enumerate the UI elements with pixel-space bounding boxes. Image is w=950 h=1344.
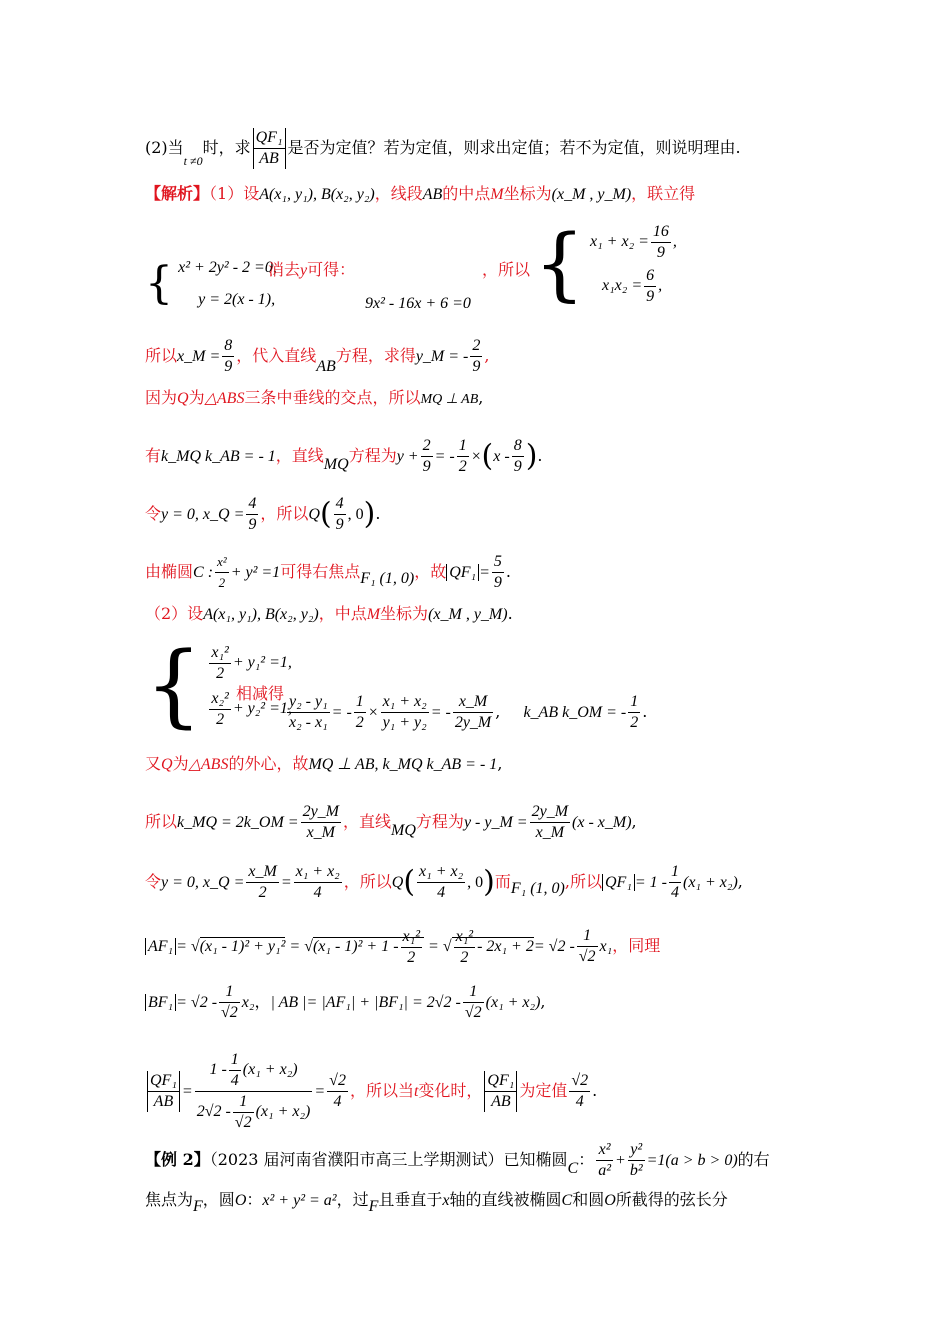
sol2-line1: （2）设A(x₁, y₁), B(x₂, y₂)，中点M坐标为(x_M , y_M). <box>145 604 513 623</box>
example2-line2: 焦点为F，圆O：x² + y² = a²，过F且垂直于x轴的直线被椭圆C和圆O所截得的弦长分 <box>145 1190 728 1215</box>
ex2-l2a: 焦点为 <box>145 1190 194 1209</box>
ratio-nf <box>229 1050 241 1091</box>
ex2-f2n: y² <box>628 1140 645 1161</box>
xq-f3n: x₁ + x₂ <box>417 862 465 883</box>
example2-line1: 【例 2】（2023 届河南省濮阳市高三上学期测试）已知椭圆C： $\frac{\text{x²}}{\text{a²}}$ + $\frac{\text{y²}}{\text{b²}}$ =1(a > b > 0)的右 <box>145 1141 770 1179</box>
inc-a: 又 <box>145 754 162 773</box>
inc-q: Q <box>161 756 173 773</box>
xq-f4d: 4 <box>671 884 679 901</box>
ex2-l2b: ，圆 <box>202 1190 235 1209</box>
q-perp: MQ ⊥ AB <box>420 392 479 407</box>
kab-d: 2 <box>630 714 639 731</box>
ex2-f2d: b² <box>629 1162 643 1179</box>
vieta1-den: 9 <box>656 243 665 261</box>
kab-frac <box>628 692 640 733</box>
ex2-source: （2023 届河南省濮阳市高三上学期测试）已知椭圆 <box>209 1150 568 1169</box>
ex2-l2d: 且垂直于 <box>378 1190 443 1209</box>
sys-eq1: x² + 2y² - 2 =0, <box>178 259 277 276</box>
res-vd: 4 <box>575 1093 584 1110</box>
ym-num: 2 <box>470 336 482 357</box>
kmq-frac <box>301 802 341 843</box>
res-b: 变化时， <box>418 1081 483 1100</box>
elim-a: 消去 <box>268 260 301 279</box>
brace-icon-3: { <box>145 633 203 738</box>
y0-a: 令 <box>145 504 162 523</box>
kmq-b: ，直线 <box>343 812 392 831</box>
ym-den: 9 <box>472 358 481 375</box>
xq-so: ,所以 <box>564 872 602 891</box>
bf-fd: √2 <box>221 1004 238 1021</box>
kmq-c: 方程为 <box>415 812 464 831</box>
q-var: Q <box>177 390 189 407</box>
f-tail: + y² =1 <box>230 564 281 581</box>
sol1-q-line: 因为Q为△ABS三条中垂线的交点，所以MQ ⊥ AB, <box>145 388 484 407</box>
y0-d: 9 <box>248 516 257 533</box>
af-lhs: AF₁ <box>145 938 176 955</box>
ab-f <box>463 982 484 1023</box>
ex2-l2e: 轴的直线被椭圆 <box>449 1190 562 1209</box>
xq-f4n: 1 <box>669 862 681 883</box>
ex2-f1 <box>596 1140 613 1181</box>
k-a: 有 <box>145 446 162 465</box>
ratio-den: 2√2 - <box>196 1103 231 1121</box>
q-fraction <box>253 128 286 169</box>
y0-expr: y = 0, x_Q = <box>161 506 245 523</box>
s2-mcoord: (x_M , y_M) <box>428 606 508 623</box>
s2-m: M <box>366 606 381 623</box>
slope-f2 <box>354 692 366 733</box>
xq-f2 <box>294 862 342 903</box>
q-suffix: 是否为定值？若为定值，则求出定值；若不为定值，则说明理由. <box>287 138 741 157</box>
ratio-nfd: 4 <box>230 1072 239 1089</box>
mq-f3n: 8 <box>512 436 524 457</box>
ratio-dfn: 1 <box>233 1092 254 1113</box>
xm-ab: AB <box>316 358 336 375</box>
kab-n: 1 <box>628 692 640 713</box>
mq-f2d: 2 <box>458 458 467 475</box>
mq-eq-c: × <box>470 448 482 465</box>
so-text: ，所以 <box>482 260 531 279</box>
k-c: 方程为 <box>348 446 397 465</box>
sys2-f1 <box>209 643 230 684</box>
bf-r: = √2 - <box>176 994 218 1011</box>
sol1-y0-line: 令y = 0, x_Q = $\frac{4}{9}$ ，所以Q( $\frac{4}{9}$ , 0). <box>145 495 381 533</box>
s1-e: ，联立得 <box>631 184 696 203</box>
s1-points: A(x₁, y₁), B(x₂, y₂) <box>259 186 375 203</box>
ex2-o2: O <box>604 1192 616 1209</box>
f-c: ，故 <box>414 562 447 581</box>
af-r1: (x₁ - 1)² + y₁² <box>199 938 286 955</box>
af-r3: - 2x₁ + 2 <box>477 938 534 955</box>
kmq-eq: y - y_M = <box>463 814 528 831</box>
ratio-num: 1 - <box>209 1061 227 1079</box>
sys2-f2 <box>209 689 230 730</box>
s1-d: 坐标为 <box>503 184 552 203</box>
f-frac2 <box>492 552 504 593</box>
ex2-c: C <box>567 1160 579 1177</box>
xq-qf-tail: (x₁ + x₂) <box>683 874 738 891</box>
s1-ab: AB <box>422 186 443 203</box>
q-frac-den: AB <box>253 149 286 169</box>
f-f2n: 5 <box>492 552 504 573</box>
ex2-l2c: ，过 <box>336 1190 369 1209</box>
ab-fn: 1 <box>463 982 484 1003</box>
sys2-f1n: x₁² <box>209 643 230 664</box>
ex2-f: F <box>193 1198 203 1215</box>
ratio-big <box>195 1050 313 1133</box>
ex2-x: x <box>442 1192 450 1209</box>
sol2-kmq-line: 所以k_MQ = 2k_OM = $\frac{2y\_M}{x\_M}$ ，直线MQ方程为y - y_M = $\frac{2y\_M}{x\_M}$ (x - x_M), <box>145 803 637 841</box>
part2-question <box>145 128 741 169</box>
xq-expr: y = 0, x_Q = <box>161 874 245 891</box>
ex2-f2 <box>628 1140 645 1181</box>
af-r4: = √2 - <box>533 938 575 955</box>
q-condition: t ≠0 <box>183 154 203 168</box>
vieta2-frac <box>644 266 656 307</box>
ex2-f2: F <box>368 1198 379 1215</box>
ex2-l2g: 所截得的弦长分 <box>615 1190 728 1209</box>
xq-focus: F₁ (1, 0) <box>510 880 565 897</box>
ex2-f1d: a² <box>598 1162 612 1179</box>
res-val <box>569 1071 590 1112</box>
f-f2d: 9 <box>493 574 502 591</box>
vieta1: x₁ + x₂ = <box>590 233 649 250</box>
sys2-b: + y₂² =1, <box>232 700 292 717</box>
s1-m: M <box>490 186 504 203</box>
s2-b: ，中点 <box>318 604 367 623</box>
f-b: 可得右焦点 <box>280 562 361 581</box>
res-vn: √2 <box>569 1071 590 1092</box>
sys2-f2n: x₂² <box>209 689 230 710</box>
k-mq: MQ <box>323 456 349 473</box>
bf-lhs: BF₁ <box>145 994 176 1011</box>
xq-a: 令 <box>145 872 162 891</box>
sol1-focus-line: 由椭圆C : $\frac{\text{x²}}{2}$ + y² =1可得右焦点F₁ (1, 0)，故 QF₁ = $\frac{5}{9}$ . <box>145 553 511 591</box>
y0-b: ，所以 <box>260 504 309 523</box>
k-prod: k_MQ k_AB = - 1 <box>161 448 276 465</box>
q-b: 为 <box>188 388 205 407</box>
xm-frac <box>222 336 234 377</box>
af-f1n: x₁² <box>401 927 422 948</box>
af-f3d: √2 <box>578 948 596 965</box>
xq-f3d: 4 <box>437 884 446 901</box>
bf-fn: 1 <box>219 982 240 1003</box>
f-eq: = <box>479 564 490 581</box>
s1-a: （1）设 <box>209 184 260 203</box>
ratio-val-d: 4 <box>333 1093 342 1110</box>
brace-icon: { <box>145 258 173 309</box>
vieta2-den: 9 <box>646 287 655 305</box>
ex2-circle: x² + y² = a² <box>262 1192 337 1209</box>
mq-frac3 <box>512 436 524 477</box>
slope-f2n: 1 <box>354 692 366 713</box>
af-f2n: x₁² <box>454 927 475 948</box>
af-f3n: 1 <box>577 926 598 947</box>
xq-and: 而 <box>494 872 511 891</box>
mq-eq-a: y + <box>396 448 419 465</box>
mq-frac2 <box>457 436 469 477</box>
ratio-dfd: √2 <box>234 1114 252 1131</box>
xm-a: 所以 <box>145 346 178 365</box>
sys2-f1d: 2 <box>216 664 225 682</box>
sol1-line1 <box>145 182 695 207</box>
sol2-inc-line: 又Q为△ABS的外心，故MQ ⊥ AB, k_MQ k_AB = - 1, <box>145 754 503 773</box>
ex2-f1n: x² <box>596 1140 613 1161</box>
ratio-lhs-d: AB <box>147 1092 180 1112</box>
xq-f1d: 2 <box>258 884 267 901</box>
ym-frac <box>470 336 482 377</box>
kmq-frac2 <box>530 802 570 843</box>
xq-f1 <box>246 862 278 903</box>
kab-kom: k_AB k_OM = - <box>523 704 627 721</box>
ex2-o: O <box>234 1192 247 1209</box>
xq-f2n: x₁ + x₂ <box>294 862 342 883</box>
xm-den: 9 <box>224 358 233 375</box>
xq-f2d: 4 <box>313 884 322 901</box>
xq-q: Q <box>391 874 404 891</box>
ratio-nfn: 1 <box>229 1050 241 1071</box>
vieta-system <box>534 217 677 310</box>
q-tri: △ABS <box>204 390 245 407</box>
sol1-system <box>145 252 277 316</box>
bf-tail: x₂ <box>241 994 255 1011</box>
f-num: x² <box>215 552 229 573</box>
kmq-tail: (x - x_M) <box>572 814 632 831</box>
res-a: ，所以当 <box>349 1081 414 1100</box>
slope-f1 <box>287 692 330 733</box>
res-fn: QF₁ <box>484 1071 517 1092</box>
xq-b: ，所以 <box>343 872 392 891</box>
af-tail: x₁ <box>599 938 613 955</box>
mq-frac1 <box>421 436 433 477</box>
bf-f <box>219 982 240 1023</box>
res-t: t <box>413 1083 419 1100</box>
y0-frac <box>246 494 258 535</box>
mq-f3d: 9 <box>513 458 522 475</box>
xq-tail: , 0 <box>467 874 484 891</box>
ex2-tail1: 的右 <box>737 1150 770 1169</box>
mq-eq-d: x - <box>493 448 510 465</box>
s2-points: A(x₁, y₁), B(x₂, y₂) <box>203 606 319 623</box>
mq-f1d: 9 <box>422 458 431 475</box>
y0-tail: , 0 <box>347 506 364 523</box>
mq-eq-b: = - <box>434 448 455 465</box>
f-a: 由椭圆 <box>145 562 194 581</box>
ratio-lhs-n: QF₁ <box>147 1071 180 1092</box>
ratio-dtail: (x₁ + x₂) <box>255 1103 311 1121</box>
s1-b: ，线段 <box>374 184 423 203</box>
af-r2: (x₁ - 1)² + 1 - <box>312 938 399 955</box>
s1-c: 的中点 <box>442 184 491 203</box>
sys2-f2d: 2 <box>216 710 225 728</box>
vieta2: x₁x₂ = <box>602 277 643 294</box>
ratio-df <box>233 1092 254 1133</box>
slope-f3n: x₁ + x₂ <box>381 692 429 713</box>
xm-b: ，代入直线 <box>236 346 317 365</box>
s2-a: （2）设 <box>145 604 204 623</box>
xq-f1n: x_M <box>246 862 278 883</box>
kmq-f2n: 2y_M <box>530 802 570 823</box>
mq-f2n: 1 <box>457 436 469 457</box>
af-f2 <box>454 927 475 968</box>
mq-f1n: 2 <box>421 436 433 457</box>
ratio-val-n: √2 <box>327 1071 348 1092</box>
ex2-tail: =1(a > b > 0) <box>646 1152 738 1169</box>
ab-fd: √2 <box>464 1004 482 1021</box>
xm-expr: x_M = <box>177 348 221 365</box>
k-b: ，直线 <box>275 446 324 465</box>
ab-tail: (x₁ + x₂) <box>485 994 541 1011</box>
sol2-xq-line: 令y = 0, x_Q = $\frac{x\_M}{2}$ = $\frac{\text{x₁ + x₂}}{4}$ ，所以Q( $\frac{\text{x₁ + x₂}}{4}$ , 0)而F₁ (1, 0),所以 QF₁ = 1 - $\frac{1}{4}$ (x₁ + x₂), <box>145 863 743 901</box>
kmq-a: 所以 <box>145 812 178 831</box>
f-frac <box>215 552 229 593</box>
y0-frac2 <box>334 494 346 535</box>
y0-q: Q <box>308 506 320 523</box>
slope-eq: $\frac{\text{y₂ - y₁}}{\text{x₂ - x₁}}$ = - $\frac{1}{2}$ × $\frac{\text{x₁ + x₂}}{\text{y₁ + y₂}}$ = - $\frac{x\_M}{2y\_M}$ , k_AB k_OM = - $\frac{1}{2}$ . <box>289 693 648 731</box>
af-f1 <box>401 927 422 968</box>
kmq-d: x_M <box>306 824 336 841</box>
vieta-lines: x₁ + x₂ = $\frac{16}{9}$ , x₁x₂ = $\frac{6}{9}$ , <box>590 222 677 305</box>
inc-expr: MQ ⊥ AB, k_MQ k_AB = - 1 <box>308 756 498 773</box>
kmq-f2d: x_M <box>535 824 565 841</box>
ratio-ntail: (x₁ + x₂) <box>242 1061 298 1079</box>
xq-qf-expr: = 1 - <box>634 874 667 891</box>
eliminate-text <box>268 258 355 283</box>
q-a: 因为 <box>145 388 178 407</box>
res-c: 为定值 <box>519 1081 568 1100</box>
xm-c: 方程，求得 <box>335 346 416 365</box>
xq-f4 <box>669 862 681 903</box>
af-f2d: 2 <box>460 948 469 966</box>
res-fd: AB <box>484 1092 517 1112</box>
ratio-lhs <box>147 1071 180 1112</box>
ab-expr: | AB |= |AF₁| + |BF₁| = 2√2 - <box>270 994 461 1011</box>
sol2-ratio-line: $\frac{\text{QF₁}}{AB}$ = 1 - $\frac{1}{4}$ (x₁ + x₂) 2√2 - $\frac{1}{√2}$ (x₁ + x₂) = $\frac{√2}{4}$ ，所以当t变化时， $\frac{\text{QF₁}}{AB}$ 为定值 $\frac{√2}{4}$ . <box>145 1050 597 1133</box>
s2-c: 坐标为 <box>380 604 429 623</box>
inc-wei: 为 <box>172 754 189 773</box>
ex2-l2f: 和圆 <box>572 1190 605 1209</box>
system-equations <box>178 252 277 316</box>
res-frac <box>484 1071 517 1112</box>
slope-f4n: x_M <box>453 692 493 713</box>
sol2-af-line: AF₁ = √(x₁ - 1)² + y₁² = √(x₁ - 1)² + 1 - $\frac{\text{x₁²}}{2}$ = √ $\frac{\text{x₁²}}{2}$ - 2x₁ + 2= √2 - $\frac{1}{√2}$ x₁，同理 <box>145 926 660 968</box>
sys-eq2: y = 2(x - 1), <box>198 291 276 308</box>
slope-f2d: 2 <box>355 714 364 731</box>
brace-icon-2: { <box>534 217 585 310</box>
af-f1d: 2 <box>407 948 416 966</box>
s1-mcoord: (x_M , y_M) <box>551 186 632 203</box>
res-period: . <box>592 1081 598 1100</box>
af-same: ，同理 <box>612 936 661 955</box>
y0-n: 4 <box>246 494 258 515</box>
slope-f4d: 2y_M <box>454 714 492 731</box>
q-prefix: (2)当 <box>145 138 184 157</box>
af-f3 <box>577 926 598 967</box>
q-c: 三条中垂线的交点，所以 <box>244 388 421 407</box>
analysis-tag: 【解析】 <box>145 184 210 203</box>
slope-f1n: y₂ - y₁ <box>287 692 330 713</box>
slope-f3d: y₁ + y₂ <box>382 714 427 731</box>
f-den: 2 <box>218 575 226 590</box>
y0-f2d: 9 <box>335 516 344 533</box>
sol1-k-line: 有k_MQ k_AB = - 1，直线MQ方程为y + $\frac{2}{9}$ = - $\frac{1}{2}$ ×(x - $\frac{8}{9}$ ). <box>145 437 543 475</box>
sys2-a: + y₁² =1, <box>232 654 292 671</box>
elim-tail: 可得： <box>307 260 356 279</box>
xq-qf: QF₁ <box>602 874 635 891</box>
slope-f1d: x₂ - x₁ <box>289 714 328 731</box>
elim-var: y <box>300 262 308 279</box>
inc-b: 的外心，故 <box>228 754 309 773</box>
sol2-bf-line: BF₁ = √2 - $\frac{1}{√2}$ x₂，| AB |= |AF₁| + |BF₁| = 2√2 - $\frac{1}{√2}$ (x₁ + x₂), <box>145 982 546 1023</box>
inc-tri: △ABS <box>188 756 229 773</box>
xm-num: 8 <box>222 336 234 357</box>
ex2-tag: 【例 2】 <box>145 1150 210 1169</box>
kmq-n: 2y_M <box>301 802 341 823</box>
ex2-c2: C <box>561 1192 573 1209</box>
sol1-xm-line: 所以x_M = $\frac{8}{9}$ ，代入直线AB方程，求得y_M = - $\frac{2}{9}$ , <box>145 337 490 375</box>
quadratic-eq: 9x² - 16x + 6 =0 <box>365 295 471 312</box>
ym-expr: y_M = - <box>415 348 469 365</box>
kmq-expr: k_MQ = 2k_OM = <box>177 814 299 831</box>
vieta1-frac <box>651 222 671 263</box>
f-ellipse: C : <box>193 564 214 581</box>
f-qf: QF₁ <box>446 564 479 581</box>
ratio-val <box>327 1071 348 1112</box>
vieta1-num: 16 <box>651 222 671 243</box>
kmq-mq: MQ <box>391 822 416 839</box>
slope-f4 <box>453 692 493 733</box>
q-mid: 时，求 <box>202 138 251 157</box>
q-frac-num: QF₁ <box>253 128 286 149</box>
f-focus: F₁ (1, 0) <box>360 570 415 587</box>
subtract-text: 相减得 <box>236 684 285 703</box>
vieta2-num: 6 <box>644 266 656 287</box>
slope-f3 <box>381 692 429 733</box>
xq-f3 <box>417 862 465 903</box>
y0-f2n: 4 <box>334 494 346 515</box>
